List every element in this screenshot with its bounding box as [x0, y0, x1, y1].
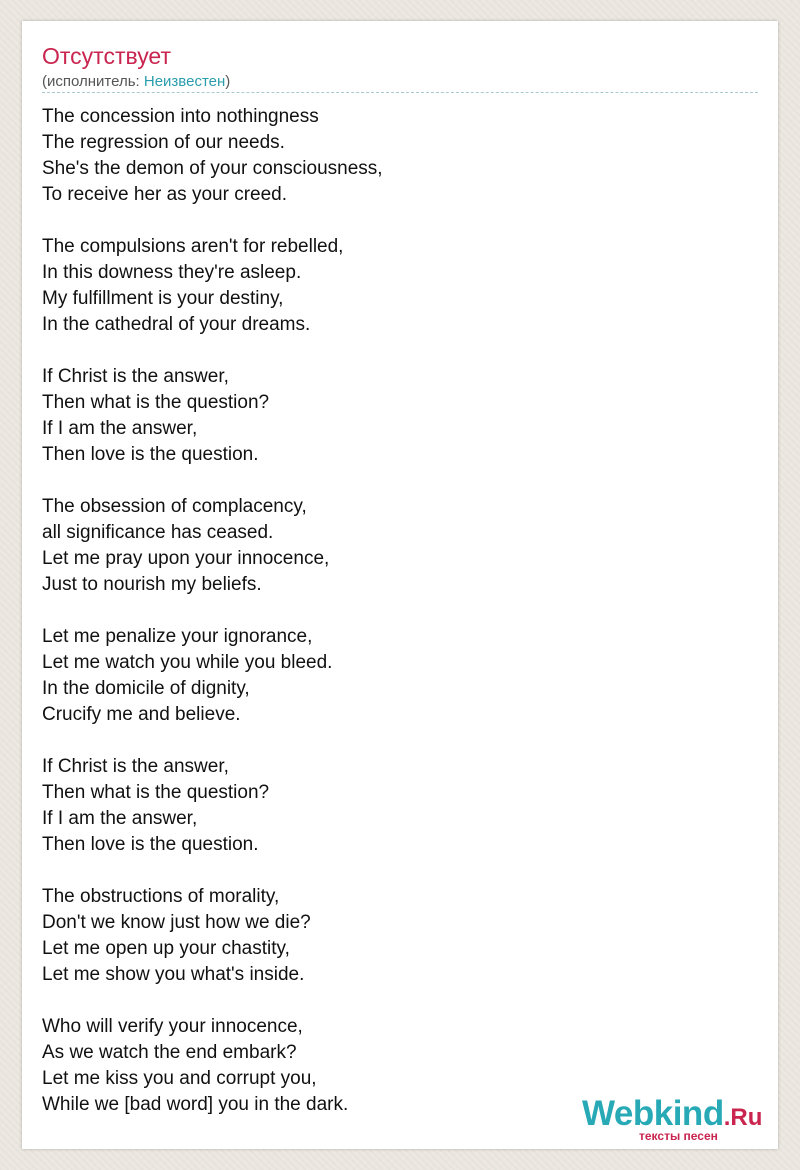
logo-tld: .Ru: [723, 1104, 763, 1131]
lyric-line: If I am the answer,: [42, 418, 198, 439]
artist-line: [42, 72, 230, 92]
lyric-line: all significance has ceased.: [42, 522, 274, 543]
lyric-line: She's the demon of your consciousness,: [42, 158, 383, 179]
lyric-line: The regression of our needs.: [42, 132, 285, 153]
lyric-line: The concession into nothingness: [42, 106, 319, 127]
lyric-line: In this downess they're asleep.: [42, 262, 302, 283]
lyric-line: Then what is the question?: [42, 392, 270, 413]
lyric-line: Just to nourish my beliefs.: [42, 574, 262, 595]
lyric-line: Let me kiss you and corrupt you,: [42, 1068, 317, 1089]
lyric-line: While we [bad word] you in the dark.: [42, 1094, 349, 1115]
lyric-line: The compulsions aren't for rebelled,: [42, 236, 344, 257]
stanza-2: [42, 234, 742, 338]
lyric-line: If Christ is the answer,: [42, 756, 229, 777]
lyric-line: My fulfillment is your destiny,: [42, 288, 284, 309]
lyric-line: Let me pray upon your innocence,: [42, 548, 330, 569]
lyric-line: In the domicile of dignity,: [42, 678, 250, 699]
lyric-line: The obstructions of morality,: [42, 886, 280, 907]
stanza-6-chorus: [42, 754, 742, 858]
lyric-line: As we watch the end embark?: [42, 1042, 297, 1063]
lyric-line: In the cathedral of your dreams.: [42, 314, 311, 335]
lyric-line: Then what is the question?: [42, 782, 270, 803]
header-divider: [42, 92, 758, 93]
lyrics-card: [22, 21, 778, 1149]
lyric-line: Let me show you what's inside.: [42, 964, 305, 985]
lyric-line: The obsession of complacency,: [42, 496, 307, 517]
lyric-line: Let me watch you while you bleed.: [42, 652, 333, 673]
stanza-7: [42, 884, 742, 988]
lyric-line: Who will verify your innocence,: [42, 1016, 303, 1037]
stanza-3-chorus: [42, 364, 742, 468]
artist-prefix: (исполнитель:: [42, 73, 144, 90]
lyric-line: If Christ is the answer,: [42, 366, 229, 387]
lyric-line: To receive her as your creed.: [42, 184, 288, 205]
lyric-line: Crucify me and believe.: [42, 704, 241, 725]
song-title: Отсутствует: [42, 43, 171, 69]
lyrics-text: [42, 104, 742, 1144]
lyric-line: Then love is the question.: [42, 834, 259, 855]
lyric-line: Don't we know just how we die?: [42, 912, 311, 933]
lyric-line: If I am the answer,: [42, 808, 198, 829]
artist-suffix: ): [225, 73, 231, 90]
stanza-1: [42, 104, 742, 208]
lyric-line: Let me open up your chastity,: [42, 938, 290, 959]
logo-name: Webkind: [582, 1094, 724, 1133]
lyric-line: Let me penalize your ignorance,: [42, 626, 313, 647]
artist-link[interactable]: Неизвестен: [143, 73, 226, 90]
site-logo[interactable]: [582, 1095, 772, 1145]
logo-tagline: тексты песен: [639, 1129, 718, 1143]
lyric-line: Then love is the question.: [42, 444, 259, 465]
stanza-5: [42, 624, 742, 728]
stanza-4: [42, 494, 742, 598]
